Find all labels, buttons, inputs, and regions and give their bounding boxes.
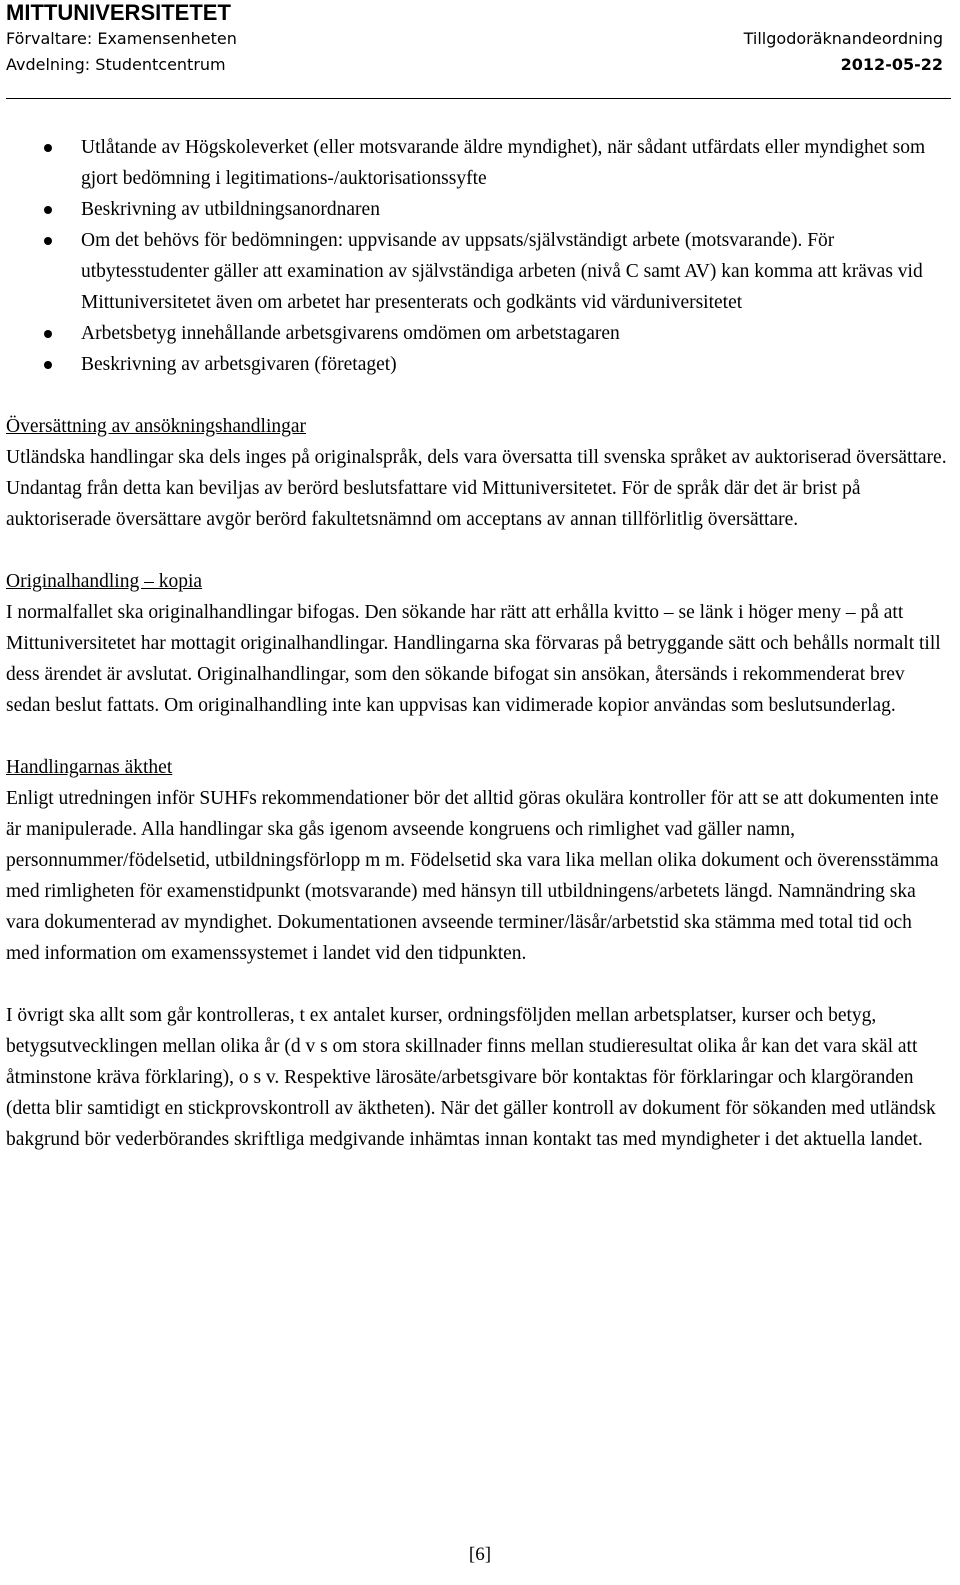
section-authenticity xyxy=(6,752,950,969)
document-title: Tillgodoräknandeordning xyxy=(743,29,943,48)
section-heading: Översättning av ansökningshandlingar xyxy=(6,416,307,437)
section-original-copy xyxy=(6,566,950,721)
section-paragraph: Enligt utredningen inför SUHFs rekommendationer bör det alltid göras okulära kontroller för att se att dokumenten inte är manipulerade. Alla handlingar ska gås igenom avseende kongruens och rimlighet vad gäller namn, personnummer/födelsetid, utbildningsförlopp m m. Födelsetid ska vara lika mellan olika dokument och överensstämma med rimligheten för examenstidpunkt (motsvarande) med hänsyn till utbildningens/arbetets längd. Namnändring ska vara dokumenterad av myndighet. Dokumentationen avseende terminer/läsår/arbetstid ska stämma med total tid och med information om examenssystemet i landet vid den tidpunkten. xyxy=(6,788,939,964)
administrator-label: Förvaltare: Examensenheten xyxy=(6,29,237,48)
section-heading: Originalhandling – kopia xyxy=(6,571,203,592)
section-heading: Handlingarnas äkthet xyxy=(6,757,173,778)
list-item: Utlåtande av Högskoleverket (eller motsvarande äldre myndighet), när sådant utfärdats eller myndighet som gjort bedömning i legitimations-/auktorisationssyfte xyxy=(81,132,950,194)
requirements-list xyxy=(6,132,950,380)
page-number: [6] xyxy=(468,1544,492,1565)
section-translation xyxy=(6,411,950,535)
section-paragraph: Utländska handlingar ska dels inges på originalspråk, dels vara översatta till svenska språket av auktoriserad översättare. Undantag från detta kan beviljas av berörd beslutsfattare vid Mittuniversitetet. För de språk där det är brist på auktoriserade översättare avgör berörd fakultetsnämnd om acceptans av annan tillförlitlig översättare. xyxy=(6,447,947,530)
list-item: Beskrivning av utbildningsanordnaren xyxy=(81,194,950,225)
list-item: Arbetsbetyg innehållande arbetsgivarens omdömen om arbetstagaren xyxy=(81,318,950,349)
university-name: MITTUNIVERSITETET xyxy=(6,0,231,25)
list-item: Beskrivning av arbetsgivaren (företaget) xyxy=(81,349,950,380)
section-closing xyxy=(6,1000,950,1155)
section-paragraph: I normalfallet ska originalhandlingar bifogas. Den sökande har rätt att erhålla kvitto – se länk i höger meny – på att Mittuniversitetet har mottagit originalhandlingar. Handlingarna ska förvaras på betryggande sätt och behålls normalt till dess ärendet är avslutat. Originalhandlingar, som den sökande bifogat sin ansökan, återsänds i rekommenderat brev sedan beslut fattats. Om originalhandling inte kan uppvisas kan vidimerade kopior användas som beslutsunderlag. xyxy=(6,602,941,716)
page-header xyxy=(6,0,951,99)
department-label: Avdelning: Studentcentrum xyxy=(6,55,226,74)
document-date: 2012-05-22 xyxy=(840,55,943,74)
closing-paragraph: I övrigt ska allt som går kontrolleras, t ex antalet kurser, ordningsföljden mellan arbetsplatser, kurser och betyg, betygsutvecklingen mellan olika år (d v s om stora skillnader finns mellan studieresultat olika år kan det vara skäl att åtminstone kräva förklaring), o s v. Respektive lärosäte/arbetsgivare bör kontaktas för förklaringar och klargöranden (detta blir samtidigt en stickprovskontroll av äktheten). När det gäller kontroll av dokument för sökanden med utländsk bakgrund bör vederbörandes skriftliga medgivande inhämtas innan kontakt tas med myndigheter i det aktuella landet. xyxy=(6,1005,936,1150)
list-item: Om det behövs för bedömningen: uppvisande av uppsats/självständigt arbete (motsvarande). För utbytesstudenter gäller att examination av självständiga arbeten (nivå C samt AV) kan komma att krävas vid Mittuniversitetet även om arbetet har presenterats och godkänts vid värduniversitetet xyxy=(81,225,950,318)
document-body xyxy=(6,132,950,1155)
